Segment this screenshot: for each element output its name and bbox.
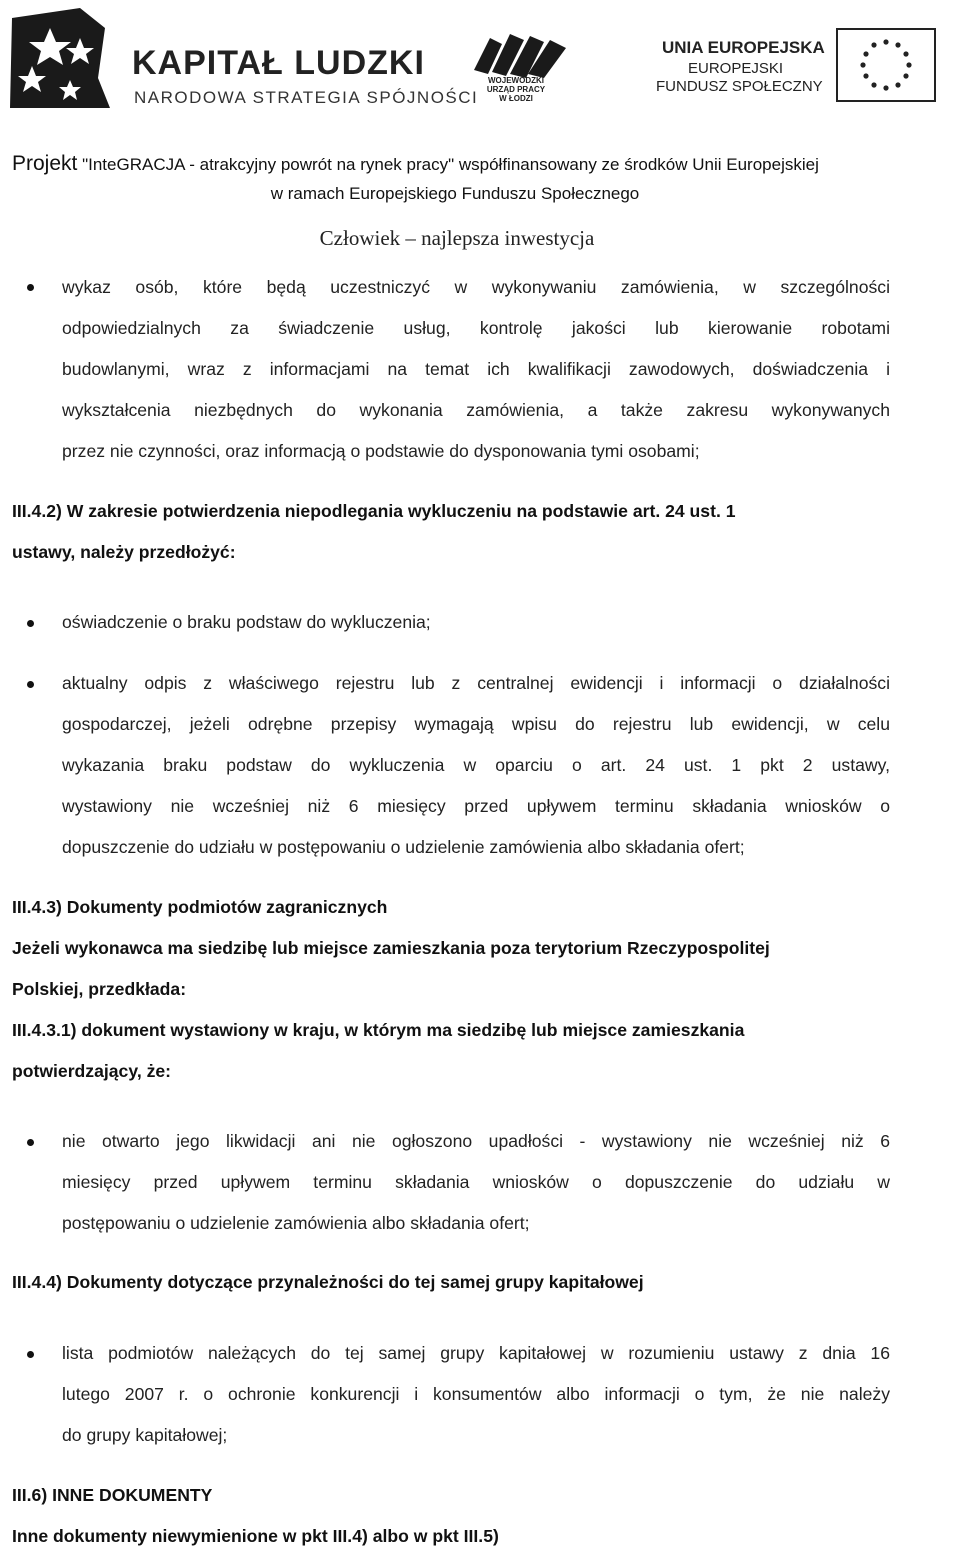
wup-logo-text	[476, 76, 556, 103]
bullet-3-line-5: dopuszczenie do udziału w postępowaniu o udzielenie zamówienia albo składania ofert;	[62, 837, 745, 857]
bullet-3-dot	[27, 681, 34, 688]
bullet-4-dot	[27, 1139, 34, 1146]
bullet-4-line-3: postępowaniu o udzielenie zamówienia albo składania ofert;	[62, 1213, 530, 1233]
logo-left-subtitle: NARODOWA STRATEGIA SPÓJNOŚCI	[134, 88, 479, 107]
project-line	[12, 152, 952, 176]
wup-logo	[470, 30, 600, 110]
logo-left-title: KAPITAŁ LUDZKI	[132, 44, 425, 82]
project-word: Projekt	[12, 152, 78, 175]
bullet-1-line-1: wykaz osób, które będą uczestniczyć w wykonywaniu zamówienia, w szczególności	[62, 277, 890, 297]
eu-line-1: UNIA EUROPEJSKA	[662, 38, 825, 57]
wup-arrows-icon	[470, 30, 570, 80]
bullet-4-line-2: miesięcy przed upływem terminu składania wniosków o dopuszczenie do udziału w	[62, 1172, 890, 1192]
section-343-title: III.4.3) Dokumenty podmiotów zagranicznych	[12, 897, 388, 917]
bullet-5-text	[62, 1333, 890, 1456]
eu-line-3: FUNDUSZ SPOŁECZNY	[656, 78, 823, 95]
wup-line-2: URZĄD PRACY	[486, 85, 546, 94]
wup-line-1: WOJEWÓDZKI	[488, 76, 544, 85]
section-342-heading	[12, 491, 882, 573]
bullet-4-line-1: nie otwarto jego likwidacji ani nie ogłoszono upadłości - wystawiony nie wcześniej niż 6	[62, 1131, 890, 1151]
bullet-3-line-1: aktualny odpis z właściwego rejestru lub z centralnej ewidencji i informacji o działalności	[62, 673, 890, 693]
section-344-heading: III.4.4) Dokumenty dotyczące przynależności do tej samej grupy kapitałowej	[12, 1272, 644, 1292]
bullet-5-line-1: lista podmiotów należących do tej samej grupy kapitałowej w rozumieniu ustawy z dnia 16	[62, 1343, 890, 1363]
section-343-line-1: Jeżeli wykonawca ma siedzibę lub miejsce zamieszkania poza terytorium Rzeczypospolitej	[12, 938, 770, 958]
document-header	[0, 0, 960, 250]
bullet-5-dot	[27, 1351, 34, 1358]
section-36-line: Inne dokumenty niewymienione w pkt III.4) albo w pkt III.5)	[12, 1526, 499, 1546]
bullet-1-line-5: przez nie czynności, oraz informacją o podstawie do dysponowania tymi osobami;	[62, 441, 700, 461]
section-343-line-2: Polskiej, przedkłada:	[12, 979, 187, 999]
section-36	[12, 1475, 499, 1557]
bullet-1-dot	[27, 284, 34, 291]
eu-flag-icon	[836, 28, 936, 108]
section-3431-line-2: potwierdzający, że:	[12, 1061, 172, 1081]
bullet-4-text	[62, 1121, 890, 1244]
bullet-1-line-2: odpowiedzialnych za świadczenie usług, kontrolę jakości lub kierowanie robotami	[62, 318, 890, 338]
kapital-ludzki-logo	[10, 8, 479, 118]
bullet-3-line-4: wystawiony nie wcześniej niż 6 miesięcy przed upływem terminu składania wniosków o	[62, 796, 890, 816]
project-line-2: w ramach Europejskiego Funduszu Społecznego	[270, 184, 640, 203]
section-343	[12, 887, 912, 1092]
section-36-title: III.6) INNE DOKUMENTY	[12, 1485, 213, 1505]
bullet-2-dot	[27, 620, 34, 627]
wup-line-3: W ŁODZI	[499, 94, 533, 103]
bullet-2-text	[62, 602, 890, 643]
section-342-line-1: III.4.2) W zakresie potwierdzenia niepodlegania wykluczeniu na podstawie art. 24 ust. 1	[12, 501, 736, 521]
bullet-1-line-3: budowlanymi, wraz z informacjami na temat ich kwalifikacji zawodowych, doświadczenia i	[62, 359, 890, 379]
eu-line-2: EUROPEJSKI	[688, 60, 784, 77]
bullet-3-line-2: gospodarczej, jeżeli odrębne przepisy wymagają wpisu do rejestru lub ewidencji, w celu	[62, 714, 890, 734]
section-342-line-2: ustawy, należy przedłożyć:	[12, 542, 236, 562]
bullet-3-line-3: wykazania braku podstaw do wykluczenia w oparciu o art. 24 ust. 1 pkt 2 ustawy,	[62, 755, 890, 775]
motto: Człowiek – najlepsza inwestycja	[319, 226, 595, 250]
bullet-1-text	[62, 267, 890, 472]
project-title: "InteGRACJA - atrakcyjny powrót na rynek pracy" współfinansowany ze środków Unii Europejskiej	[82, 155, 819, 174]
bullet-2-line: oświadczenie o braku podstaw do wykluczenia;	[62, 612, 431, 632]
kapital-ludzki-stars-icon	[10, 8, 120, 118]
bullet-3-text	[62, 663, 890, 868]
bullet-5-line-3: do grupy kapitałowej;	[62, 1425, 228, 1445]
bullet-5-line-2: lutego 2007 r. o ochronie konkurencji i konsumentów albo informacji o tym, że nie należy	[62, 1384, 890, 1404]
section-3431-line-1: III.4.3.1) dokument wystawiony w kraju, w którym ma siedzibę lub miejsce zamieszkania	[12, 1020, 745, 1040]
eu-logo	[650, 28, 950, 118]
bullet-1-line-4: wykształcenia niezbędnych do wykonania zamówienia, a także zakresu wykonywanych	[62, 400, 890, 420]
